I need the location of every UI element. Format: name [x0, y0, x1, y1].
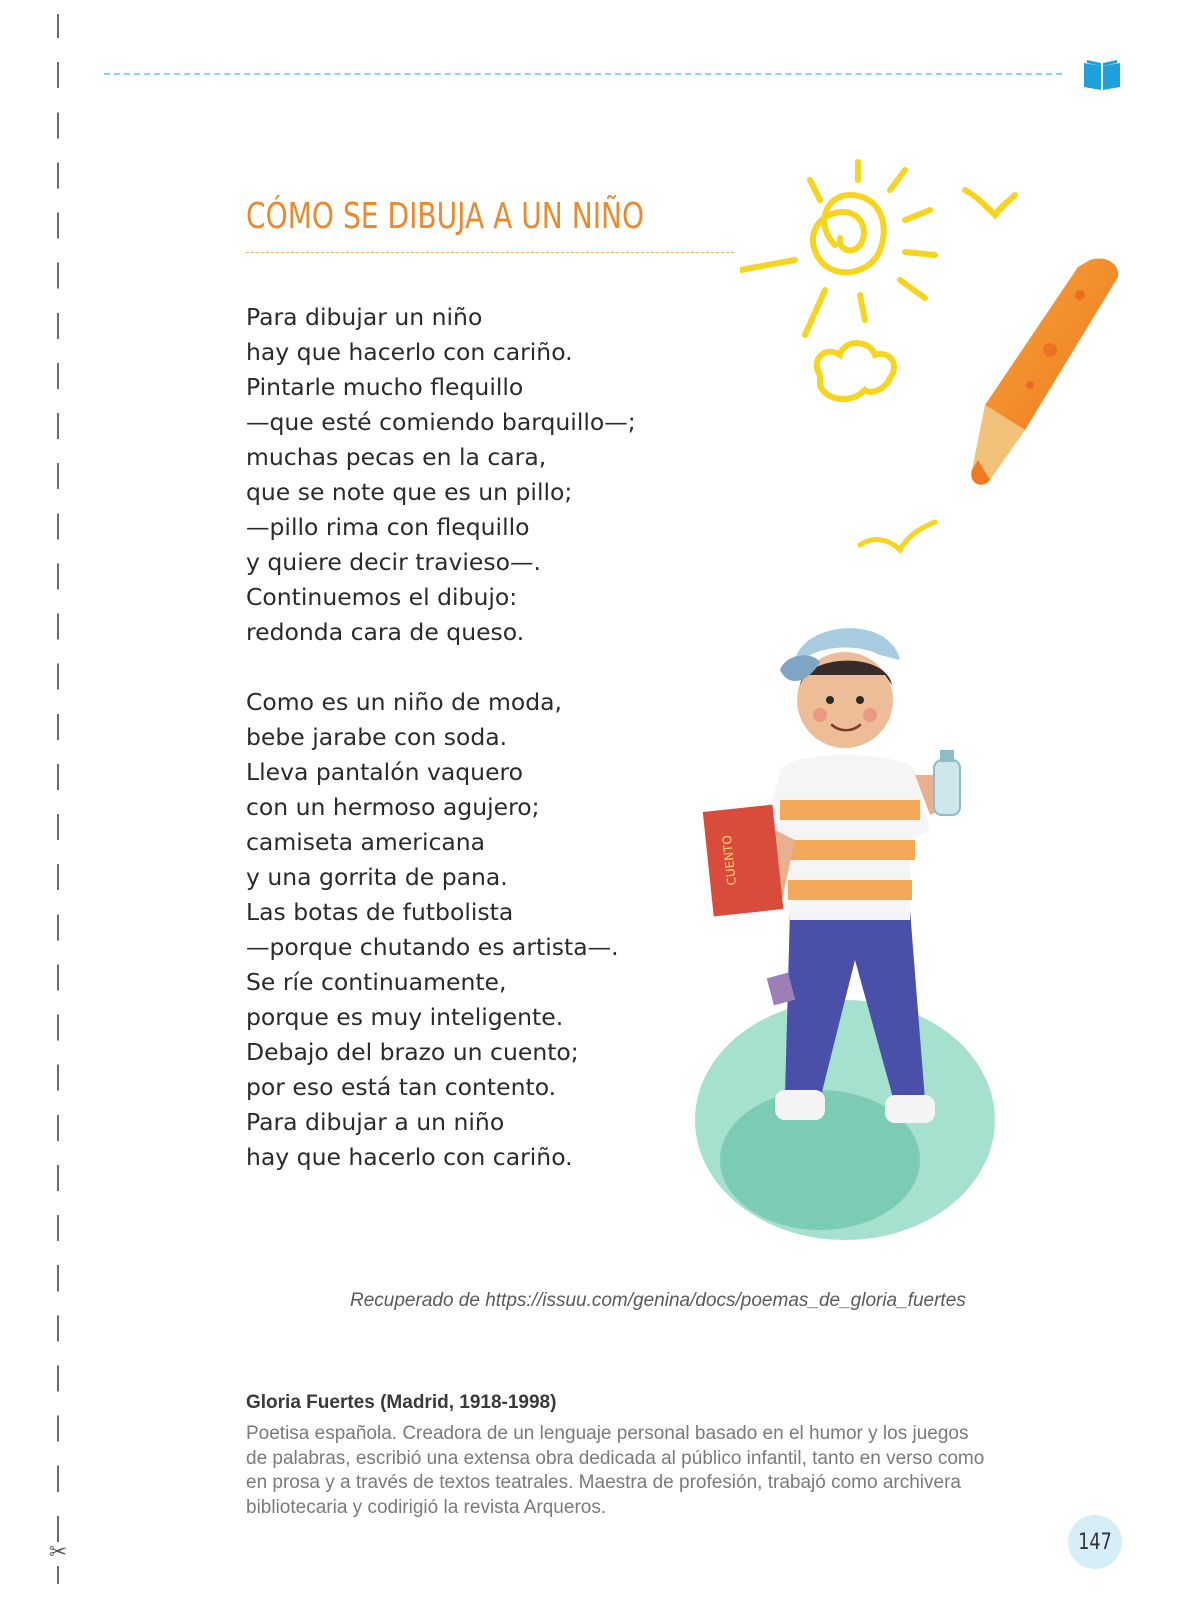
poem-line: —porque chutando es artista—. [246, 933, 619, 961]
author-biography: Poetisa española. Creadora de un lenguaje personal basado en el humor y los juegos de palabras, escribió una extensa obra dedicada al público infantil, tanto en verso como en prosa y a través de textos teatrales. Maestra de profesión, trabajó como archivera bibliotecaria y codirigió la revista Arqueros. [246, 1423, 985, 1518]
poem-line: que se note que es un pillo; [246, 478, 573, 506]
author-name: Gloria Fuertes (Madrid, 1918-1998) [246, 1392, 557, 1413]
poem-line: camiseta americana [246, 828, 486, 856]
poem-line: Pintarle mucho flequillo [246, 373, 524, 401]
poem-line: y quiere decir travieso—. [246, 548, 541, 576]
page-number: 147 [1078, 1529, 1112, 1555]
poem-line: hay que hacerlo con cariño. [246, 338, 573, 366]
poem-line: Las botas de futbolista [246, 898, 514, 926]
open-book-icon [1082, 57, 1122, 91]
cut-line [57, 14, 59, 1584]
poem-line: Debajo del brazo un cuento; [246, 1038, 579, 1066]
poem-line: —pillo rima con flequillo [246, 513, 530, 541]
poem-line: con un hermoso agujero; [246, 793, 540, 821]
source-citation: Recuperado de https://issuu.com/genina/docs/poemas_de_gloria_fuertes [350, 1290, 966, 1311]
poem-line: bebe jarabe con soda. [246, 723, 508, 751]
poem-line: Como es un niño de moda, [246, 688, 563, 716]
poem-line: muchas pecas en la cara, [246, 443, 547, 471]
stanza-2 [246, 685, 686, 1175]
poem [246, 300, 686, 1210]
poem-line: Se ríe continuamente, [246, 968, 507, 996]
page-number-badge [1068, 1515, 1122, 1569]
poem-line: Para dibujar a un niño [246, 1108, 505, 1136]
scissors-icon: ✂ [48, 1540, 68, 1565]
poem-line: porque es muy inteligente. [246, 1003, 564, 1031]
poem-line: por eso está tan contento. [246, 1073, 557, 1101]
poem-line: hay que hacerlo con cariño. [246, 1143, 573, 1171]
page-title: CÓMO SE DIBUJA A UN NIÑO [246, 196, 645, 237]
poem-line: y una gorrita de pana. [246, 863, 508, 891]
crayon-illustration [930, 255, 1160, 505]
poem-line: —que esté comiendo barquillo—; [246, 408, 636, 436]
poem-line: redonda cara de queso. [246, 618, 525, 646]
stanza-1 [246, 300, 686, 650]
boy-illustration [680, 600, 1010, 1260]
poem-line: Para dibujar un niño [246, 303, 483, 331]
book-label: CUENTO [719, 834, 739, 887]
bird-doodle [855, 510, 945, 560]
poem-line: Continuemos el dibujo: [246, 583, 518, 611]
title-underline [246, 252, 734, 253]
top-dashed-rule [104, 73, 1062, 75]
poem-line: Lleva pantalón vaquero [246, 758, 524, 786]
